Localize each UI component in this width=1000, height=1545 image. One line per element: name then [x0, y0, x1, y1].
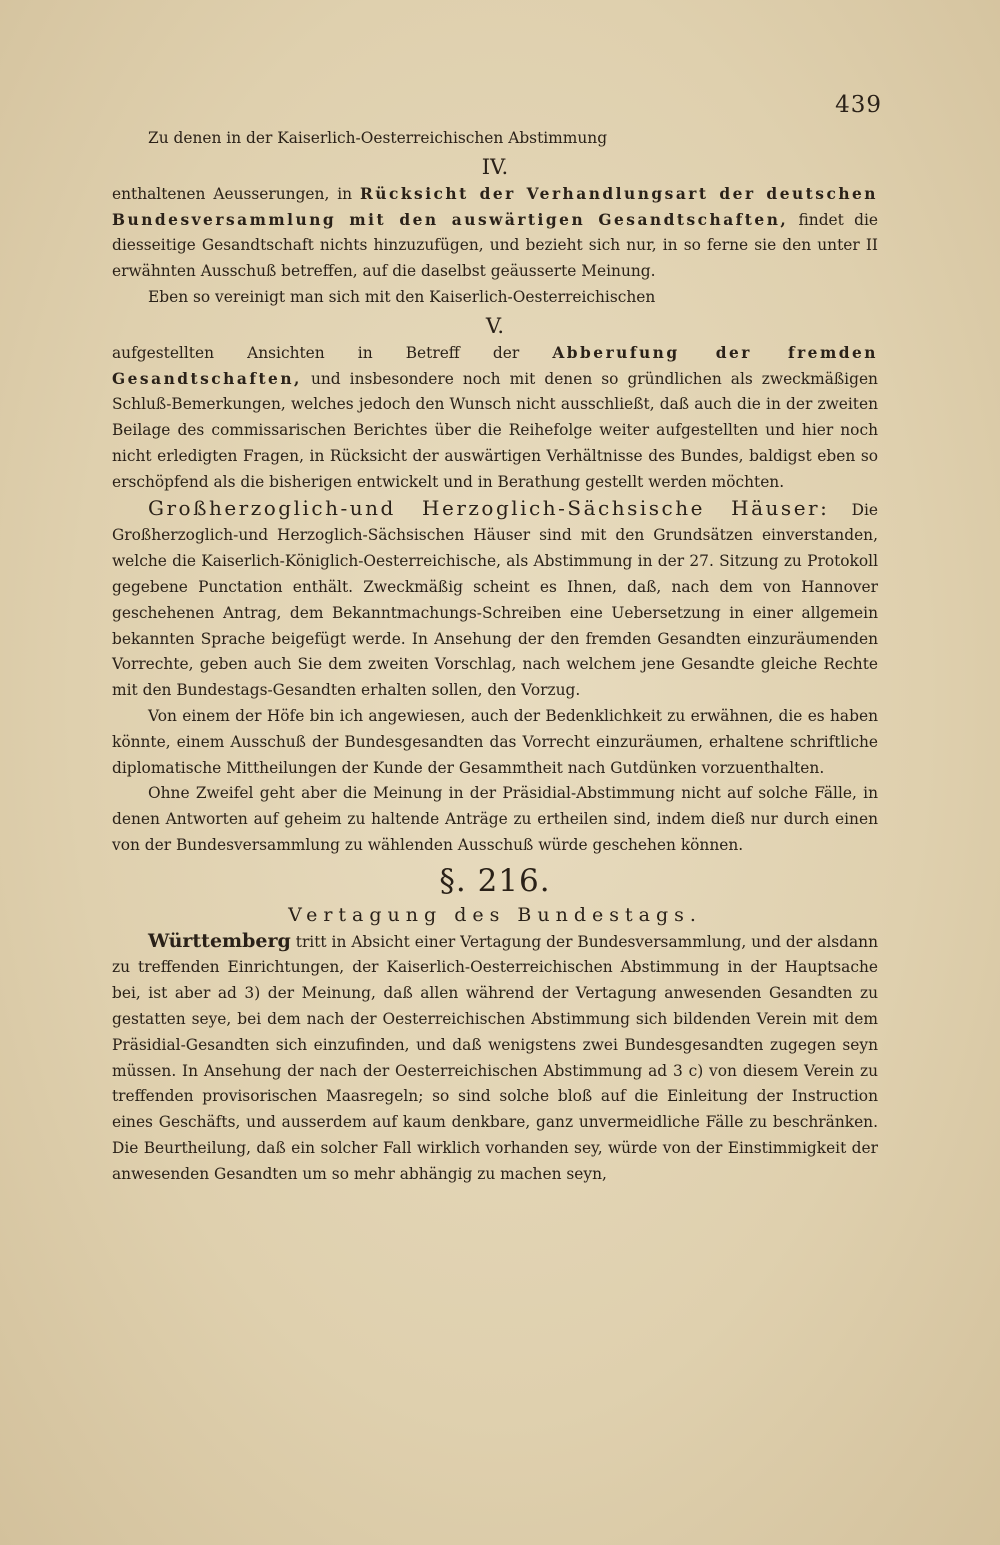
paragraph-v-post: und insbesondere noch mit denen so gründlichen als zweckmäßigen Schluß-Bemerkungen, welches jedoch den Wunsch nicht ausschließt, daß auch die in der zweiten Beilage des commissarischen Berichtes über die Reihefolge weiter aufgestellten und hier noch nicht erledigten Fragen, in Rücksicht der auswärtigen Verhältnisse des Bundes, baldigst eben so erschöpfend als die bisherigen entwickelt und in Berathung gestellt werden möchten.: [112, 369, 878, 491]
paragraph-wuerttemberg-body: tritt in Absicht einer Vertagung der Bundesversammlung, und der alsdann zu treffenden Einrichtungen, der Kaiserlich-Oesterreichischen Abstimmung in der Hauptsache bei, ist aber ad 3) der Meinung, daß allen während der Vertagung anwesenden Gesandten zu gestatten seye, bei dem nach der Oesterreichischen Abstimmung sich bildenden Verein mit dem Präsidial-Gesandten sich einzufinden, und daß wenigstens zwei Bundesgesandten zugegen seyn müssen. In Ansehung der nach der Oesterreichischen Abstimmung ad 3 c) von diesem Verein zu treffenden provisorischen Maasregeln; so sind solche bloß auf die Einleitung der Instruction eines Geschäfts, und ausserdem auf kaum denkbare, ganz unvermeidliche Fälle zu beschränken. Die Beurtheilung, daß ein solcher Fall wirklich vorhanden sey, würde von der Einstimmigkeit der anwesenden Gesandten um so mehr abhängig zu machen seyn,: [112, 932, 878, 1183]
paragraph-wuerttemberg: [112, 929, 878, 1188]
numeral-iv: IV.: [481, 154, 509, 179]
paragraph-von-einem: Von einem der Höfe bin ich angewiesen, auch der Bedenklichkeit zu erwähnen, die es haben könnte, einem Ausschuß der Bundesgesandten das Vorrecht einzuräumen, erhaltene schriftliche diplomatische Mittheilungen der Kunde der Gesammtheit nach Gutdünken vorzuenthalten.: [112, 706, 878, 777]
numeral-v: V.: [485, 313, 505, 338]
paragraph-saxon-body: Die Großherzoglich-und Herzoglich-Sächsischen Häuser sind mit den Grundsätzen einverstanden, welche die Kaiserlich-Königlich-Oesterreichische, als Abstimmung in der 27. Sitzung zu Protokoll gegebene Punctation enthält. Zweckmäßig scheint es Ihnen, daß, nach dem von Hannover geschehenen Antrag, dem Bekanntmachungs-Schreiben eine Uebersetzung in einer allgemein bekannten Sprache beigefügt werde. In Ansehung der den fremden Gesandten einzuräumenden Vorrechte, geben auch Sie dem zweiten Vorschlag, nach welchem jene Gesandte gleiche Rechte mit den Bundestags-Gesandten erhalten sollen, den Vorzug.: [112, 500, 878, 700]
paragraph-iv-post: findet die diesseitige Gesandtschaft nichts hinzuzufügen, und bezieht sich nur, in so ferne sie den unter II erwähnten Ausschuß betreffen, auf die daselbst geäusserte Meinung.: [112, 210, 878, 281]
paragraph-saxon-houses: [112, 496, 878, 704]
page-body: [112, 126, 878, 1187]
paragraph-iv-spaced: Rücksicht der Verhandlungsart der deutschen Bundesversammlung mit den auswärtigen Gesandtschaften,: [112, 184, 878, 229]
paragraph-wuerttemberg-lead: Württemberg: [148, 929, 291, 952]
intro-iv: Zu denen in der Kaiserlich-Oesterreichischen Abstimmung: [148, 129, 608, 147]
paragraph-v: [112, 341, 878, 496]
intro-v: Eben so vereinigt man sich mit den Kaiserlich-Oesterreichischen: [148, 287, 656, 306]
page-number: 439: [835, 92, 882, 118]
section-number: §. 216.: [439, 862, 551, 899]
paragraph-v-spaced: Abberufung der fremden Gesandtschaften,: [112, 343, 878, 388]
paragraph-iv: [112, 182, 878, 285]
paragraph-v-pre: aufgestellten Ansichten in Betreff der: [112, 343, 520, 362]
paragraph-ohne-zweifel: Ohne Zweifel geht aber die Meinung in der Präsidial-Abstimmung nicht auf solche Fälle, in denen Antworten auf geheim zu haltende Anträge zu ertheilen sind, indem dieß nur durch einen von der Bundesversammlung zu wählenden Ausschuß würde geschehen können.: [112, 784, 878, 854]
paragraph-saxon-lead: Großherzoglich-und Herzoglich-Sächsische Häuser:: [148, 495, 830, 520]
paragraph-iv-pre: enthaltenen Aeusserungen, in: [112, 184, 353, 203]
section-title: Vertagung des Bundestags.: [288, 903, 702, 926]
